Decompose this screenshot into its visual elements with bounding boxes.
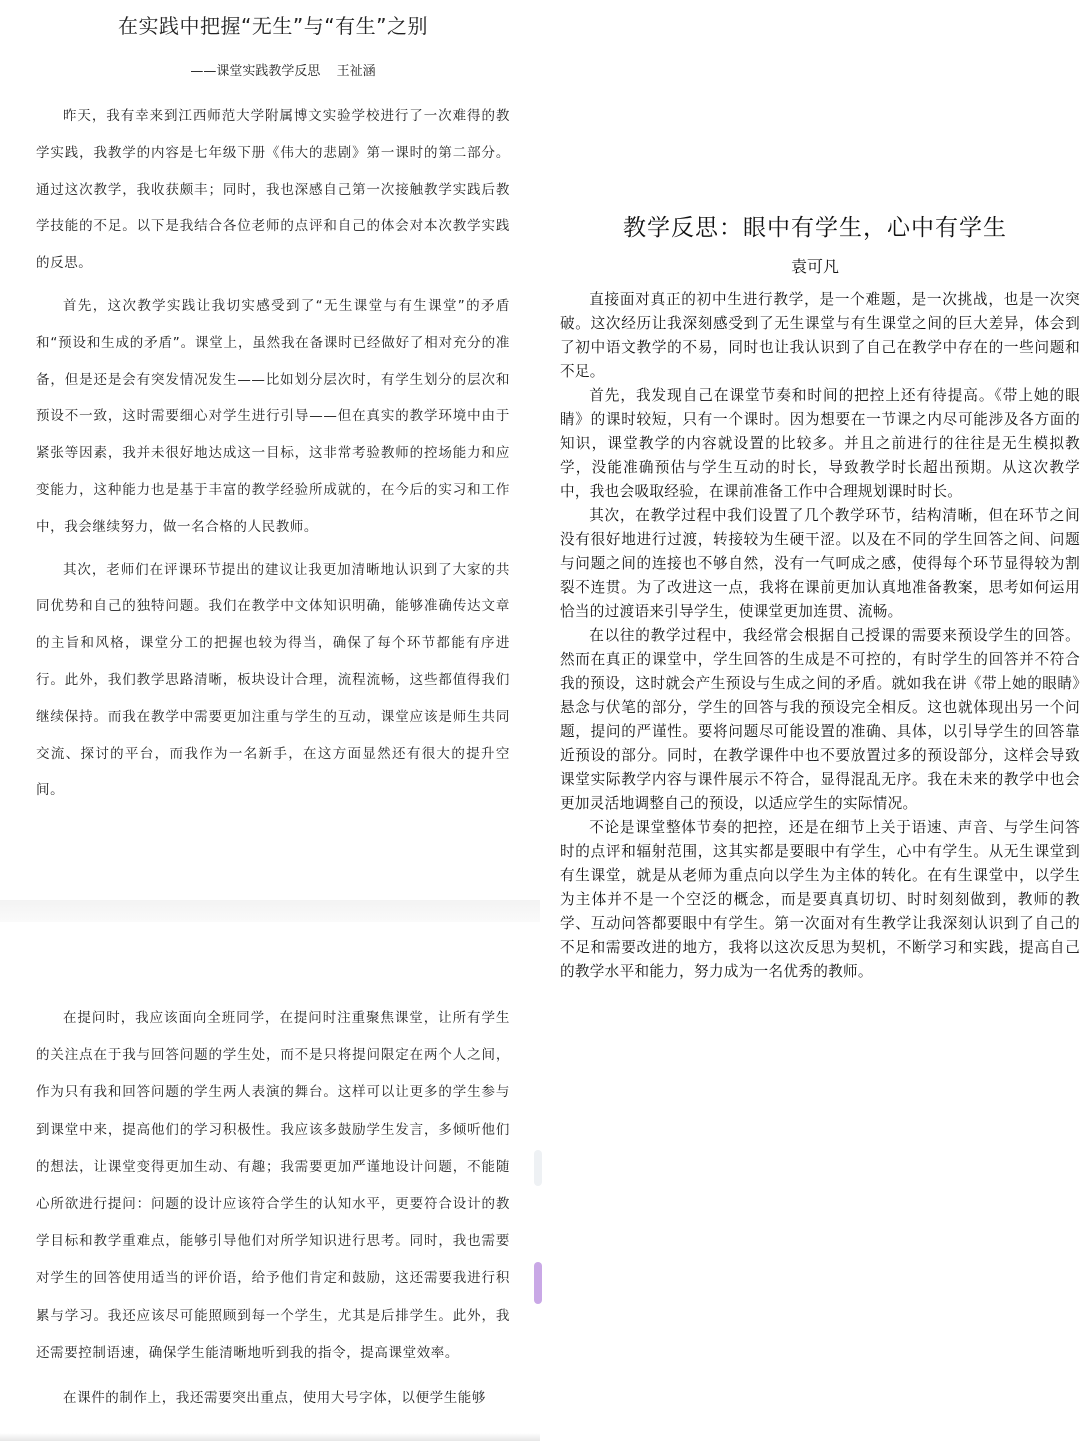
document-page-left-top: [0, 0, 540, 900]
document-subtitle: [56, 62, 510, 82]
document-page-right: [548, 0, 1080, 1441]
page-bottom-edge: [0, 1433, 540, 1441]
floating-tab-handle[interactable]: [534, 1262, 542, 1304]
paragraph: 昨天，我有幸来到江西师范大学附属博文实验学校进行了一次难得的教学实践，我教学的内容是七年级下册《伟大的悲剧》第一课时的第二部分。通过这次教学，我收获颇丰；同时，我也深感自己第一次接触教学实践后教学技能的不足。以下是我结合各位老师的点评和自己的体会对本次教学实践的反思。: [36, 108, 510, 272]
scroll-handle[interactable]: [534, 1150, 542, 1186]
subtitle-text: ——课堂实践教学反思: [190, 64, 321, 79]
page-divider: [0, 900, 540, 922]
paragraph: 其次，在教学过程中我们设置了几个教学环节，结构清晰，但在环节之间没有很好地进行过渡，转接较为生硬干涩。以及在不同的学生回答之间、问题与问题之间的连接也不够自然，没有一气呵成之感，使得每个环节显得较为割裂不连贯。为了改进这一点，我将在课前更加认真地准备教案，思考如何运用恰当的过渡语来引导学生，使课堂更加连贯、流畅。: [560, 507, 1080, 620]
paragraph: 直接面对真正的初中生进行教学，是一个难题，是一次挑战，也是一次突破。这次经历让我深刻感受到了无生课堂与有生课堂之间的巨大差异，体会到了初中语文教学的不易，同时也让我认识到了自己在教学中存在的一些问题和不足。: [560, 291, 1080, 380]
paragraph: 不论是课堂整体节奏的把控，还是在细节上关于语速、声音、与学生问答时的点评和辐射范围，这其实都是要眼中有学生，心中有学生。从无生课堂到有生课堂，就是从老师为重点向以学生为主体的转化。在有生课堂中，以学生为主体并不是一个空泛的概念，而是要真真切切、时时刻刻做到，教师的教学、互动问答都要眼中有学生。第一次面对有生教学让我深刻认识到了自己的不足和需要改进的地方，我将以这次反思为契机，不断学习和实践，提高自己的教学水平和能力，努力成为一名优秀的教师。: [560, 819, 1080, 980]
paragraph: 在以往的教学过程中，我经常会根据自己授课的需要来预设学生的回答。然而在真正的课堂中，学生回答的生成是不可控的，有时学生的回答并不符合我的预设，这时就会产生预设与生成之间的矛盾。就如我在讲《带上她的眼睛》悬念与伏笔的部分，学生的回答与我的预设完全相反。这也就体现出另一个问题，提问的严谨性。要将问题尽可能设置的准确、具体，以引导学生的回答靠近预设的部分。同时，在教学课件中也不要放置过多的预设部分，这样会导致课堂实际教学内容与课件展示不符合，显得混乱无序。我在未来的教学中也会更加灵活地调整自己的预设，以适应学生的实际情况。: [560, 627, 1080, 812]
document-page-left-bottom: [0, 922, 540, 1441]
paragraph: 在提问时，我应该面向全班同学，在提问时注重聚焦课堂，让所有学生的关注点在于我与回答问题的学生处，而不是只将提问限定在两个人之间，作为只有我和回答问题的学生两人表演的舞台。这样可以让更多的学生参与到课堂中来，提高他们的学习积极性。我应该多鼓励学生发言，多倾听他们的想法，让课堂变得更加生动、有趣；我需要更加严谨地设计问题，不能随心所欲进行提问：问题的设计应该符合学生的认知水平，更要符合设计的教学目标和教学重难点，能够引导他们对所学知识进行思考。同时，我也需要对学生的回答使用适当的评价语，给予他们肯定和鼓励，这还需要我进行积累与学习。我还应该尽可能照顾到每一个学生，尤其是后排学生。此外，我还需要控制语速，确保学生能清晰地听到我的指令，提高课堂效率。: [36, 1010, 510, 1361]
paragraph: 首先，这次教学实践让我切实感受到了“无生课堂与有生课堂”的矛盾和“预设和生成的矛盾”。课堂上，虽然我在备课时已经做好了相对充分的准备，但是还是会有突发情况发生——比如划分层次时，有学生划分的层次和预设不一致，这时需要细心对学生进行引导——但在真实的教学环境中由于紧张等因素，我并未很好地达成这一目标，这非常考验教师的控场能力和应变能力，这种能力也是基于丰富的教学经验所成就的，在今后的实习和工作中，我会继续努力，做一名合格的人民教师。: [36, 297, 510, 535]
paragraph: 其次，老师们在评课环节提出的建议让我更加清晰地认识到了大家的共同优势和自己的独特问题。我们在教学中文体知识明确，能够准确传达文章的主旨和风格，课堂分工的把握也较为得当，确保了每个环节都能有序进行。此外，我们教学思路清晰，板块设计合理，流程流畅，这些都值得我们继续保持。而我在教学中需要更加注重与学生的互动，课堂应该是师生共同交流、探讨的平台，而我作为一名新手，在这方面显然还有很大的提升空间。: [36, 561, 510, 799]
paragraph: 首先，我发现自己在课堂节奏和时间的把控上还有待提高。《带上她的眼睛》的课时较短，只有一个课时。因为想要在一节课之内尽可能涉及各方面的知识，课堂教学的内容就设置的比较多。并且之前进行的往往是无生模拟教学，没能准确预估与学生互动的时长，导致教学时长超出预期。从这次教学中，我也会吸取经验，在课前准备工作中合理规划课时时长。: [560, 387, 1080, 500]
author-name: 袁可凡: [790, 257, 839, 276]
author-name: 王祉涵: [336, 64, 376, 79]
document-title: 教学反思：眼中有学生，心中有学生: [623, 215, 1007, 241]
document-title: 在实践中把握“无生”与“有生”之别: [118, 14, 428, 38]
paragraph: 在课件的制作上，我还需要突出重点，使用大号字体，以便学生能够: [63, 1390, 486, 1407]
